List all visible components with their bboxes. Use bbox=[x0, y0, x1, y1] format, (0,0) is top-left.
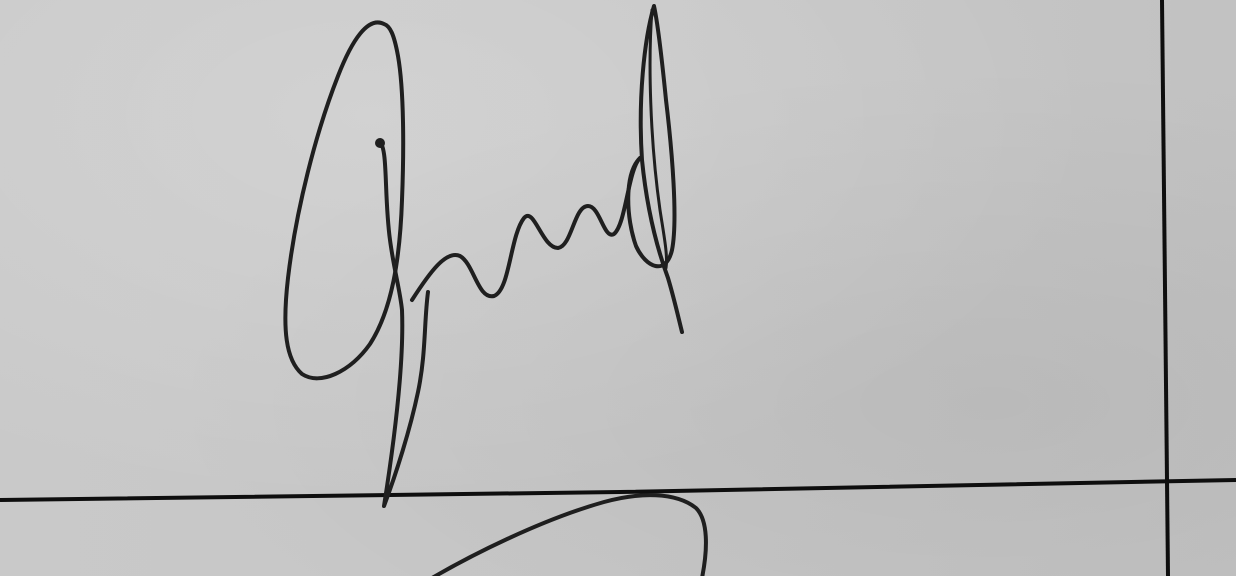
signature-wave-stroke bbox=[412, 158, 640, 300]
signature-secondary-partial bbox=[432, 495, 706, 576]
table-vertical-rule bbox=[1162, 0, 1168, 576]
signature-secondary-arc bbox=[432, 495, 706, 576]
signature-primary bbox=[285, 6, 682, 506]
